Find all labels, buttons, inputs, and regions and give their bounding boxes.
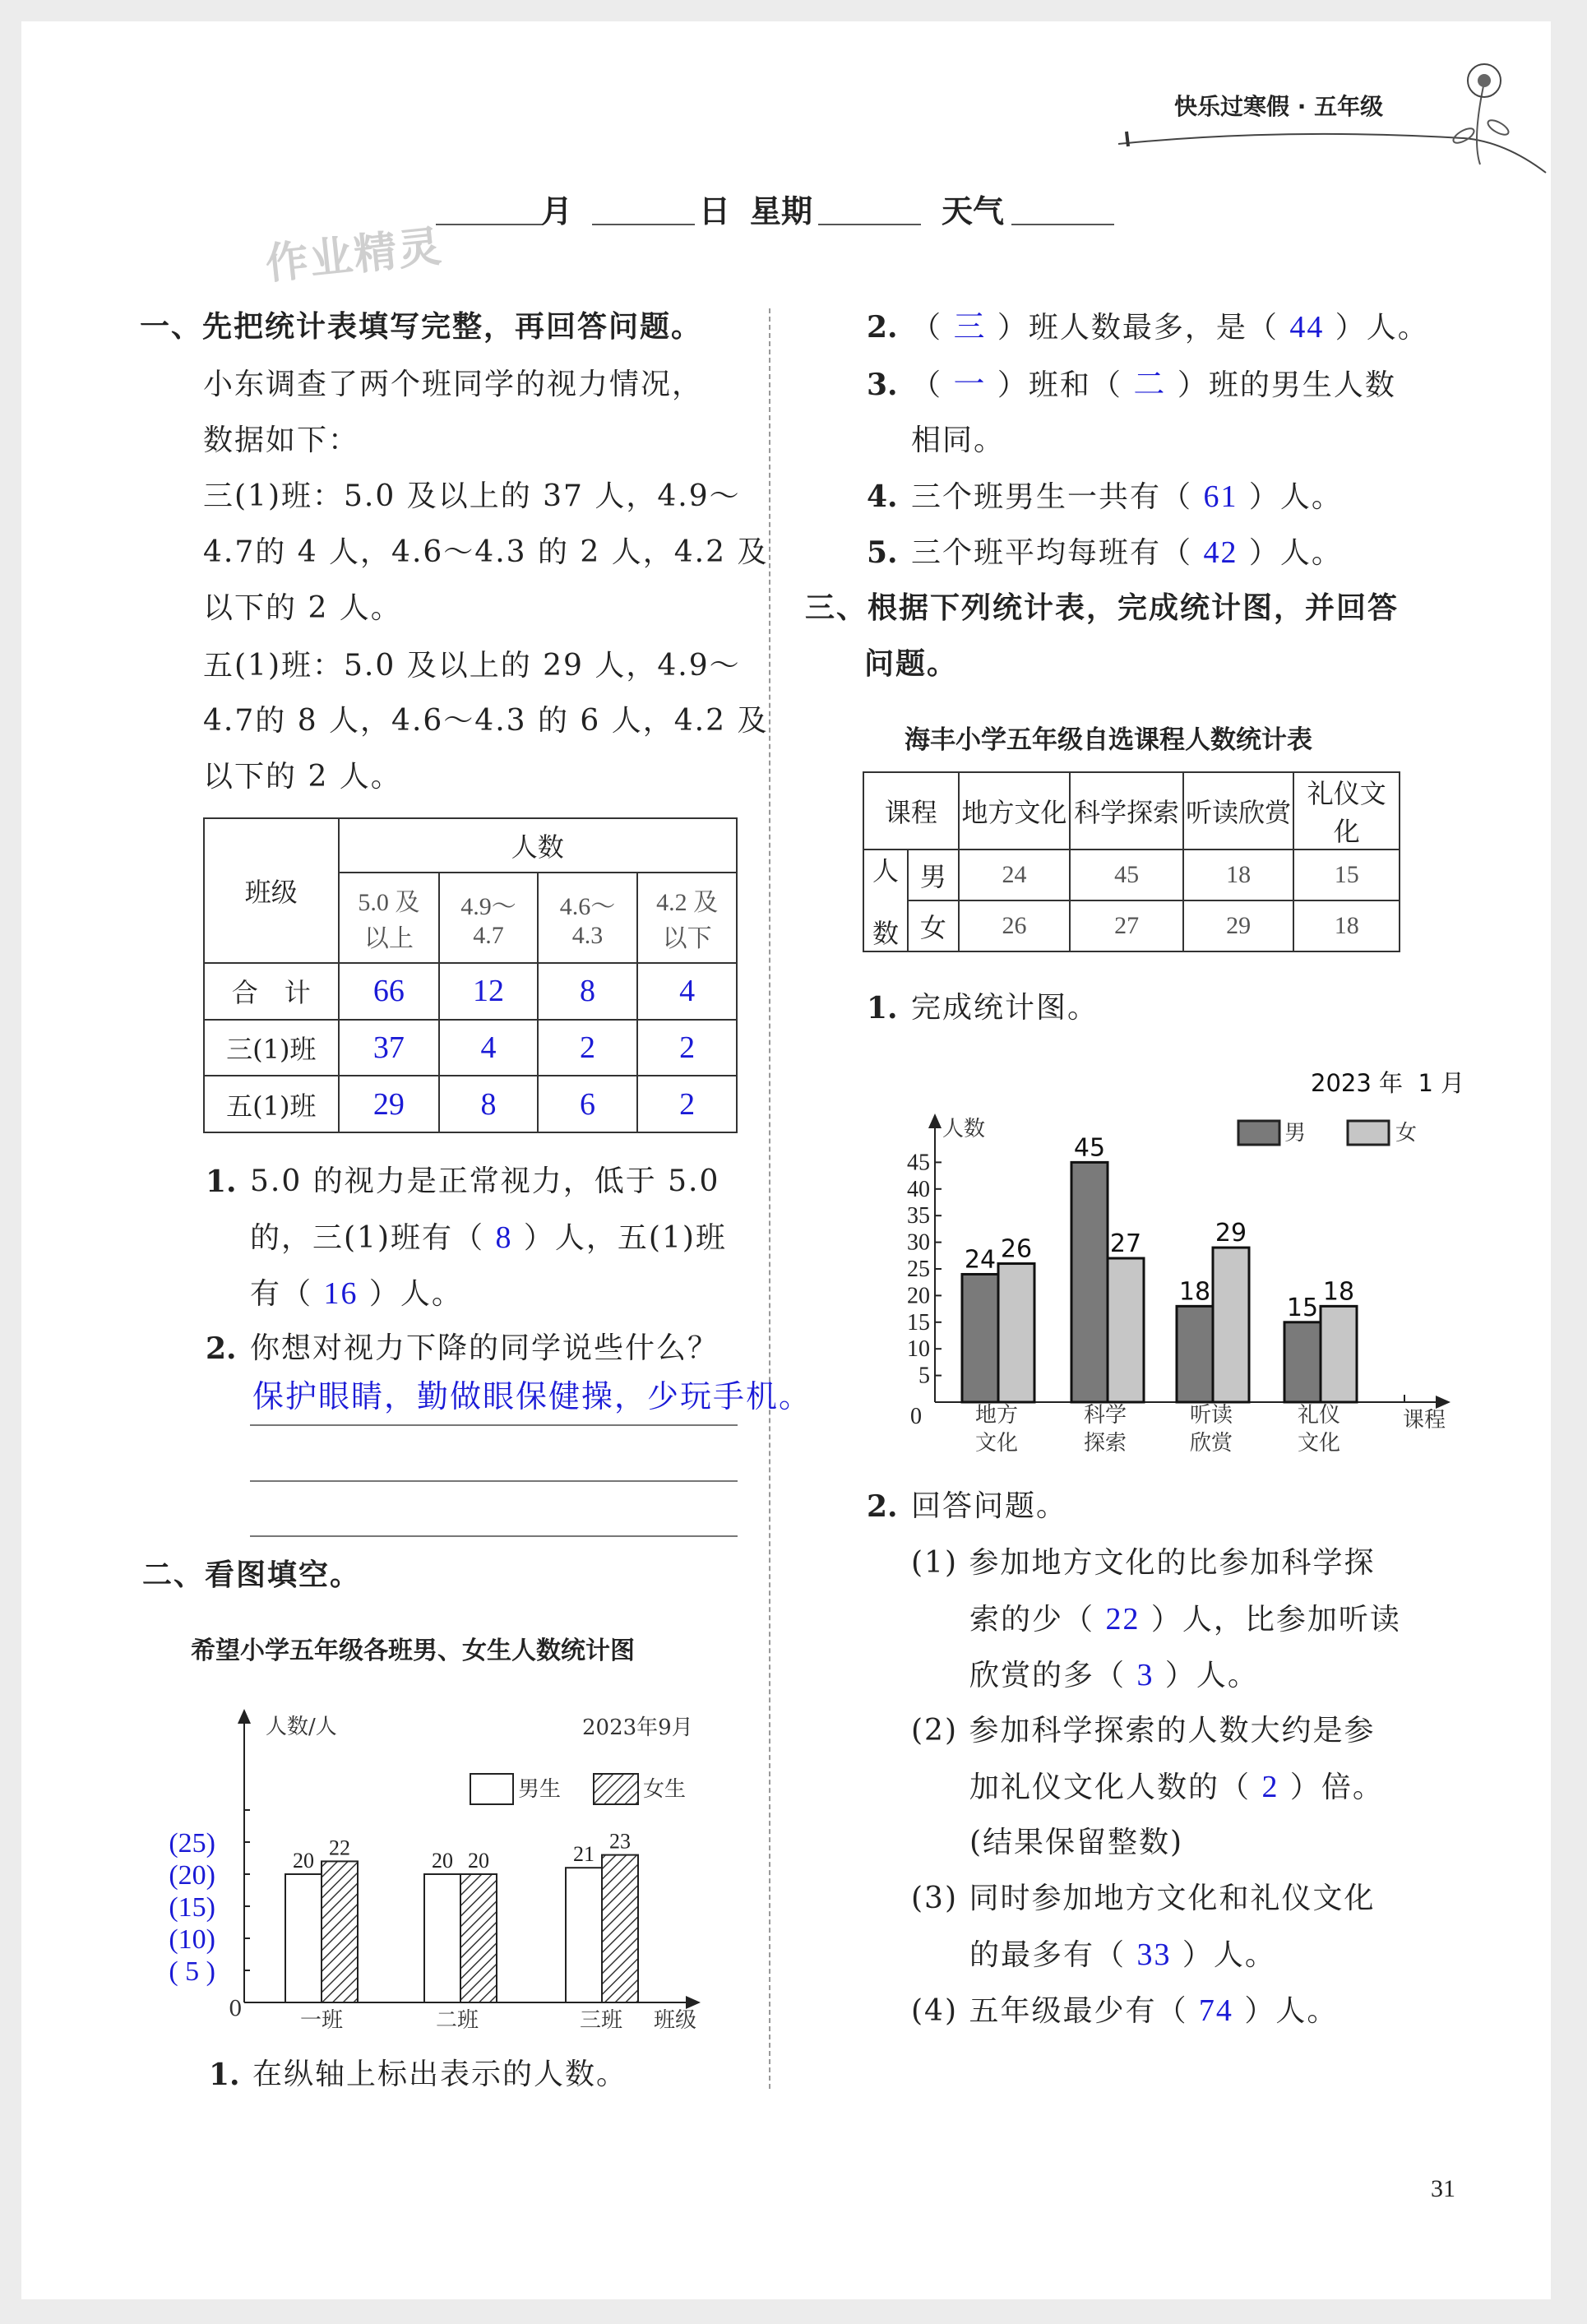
course-name: 地方文化	[959, 772, 1071, 850]
text-segment: 三(1)班：5.0 及以上的 37 人，4.9～	[203, 479, 741, 513]
text-segment: 五(1)班：5.0 及以上的 29 人，4.9～	[203, 649, 741, 683]
table-cell: 18	[1183, 850, 1294, 900]
text-segment: 三个班男生一共有（	[911, 480, 1204, 514]
data-label: 29	[1215, 1219, 1247, 1248]
legend-swatch-girls	[594, 1774, 638, 1804]
question-number: 2.	[867, 1489, 898, 1524]
text-segment: 相同。	[911, 424, 1006, 457]
answer-cell[interactable]: 12	[439, 963, 538, 1020]
answer-cell[interactable]: 4	[637, 963, 737, 1020]
data-label: 20	[432, 1849, 453, 1873]
y-tick-label: 0	[910, 1404, 922, 1429]
text-segment: 你想对视力下降的同学说些什么？	[250, 1331, 719, 1365]
y-axis-label: 人数/人	[266, 1715, 337, 1739]
answer-value[interactable]: 保护眼睛，勤做眼保健操，少玩手机。	[252, 1380, 812, 1414]
bar-girls	[602, 1855, 638, 2002]
count-header-char: 人	[872, 855, 899, 887]
count-header-char: 数	[872, 918, 899, 949]
text-segment: ）人。	[1233, 1994, 1339, 2028]
table-cell: 29	[1183, 900, 1294, 951]
y-tick-label: 40	[907, 1176, 930, 1202]
question-number: 4.	[867, 479, 898, 514]
question-number: 1.	[867, 991, 898, 1025]
text-segment: 以下的 2 人。	[203, 591, 402, 625]
course-enrollment-chart	[907, 1115, 1449, 1429]
range-line: 以下	[662, 925, 712, 952]
data-label: 45	[1073, 1133, 1106, 1163]
data-label: 21	[573, 1842, 595, 1867]
text-segment: ）班人数最多，是（	[986, 311, 1290, 345]
y-tick-label: 45	[907, 1150, 930, 1176]
answer-value[interactable]: 2	[1261, 1770, 1279, 1804]
text-segment: (3) 同时参加地方文化和礼仪文化	[911, 1882, 1376, 1915]
answer-value[interactable]: 44	[1289, 310, 1325, 345]
x-axis-label: 课程	[1403, 1408, 1446, 1433]
text-segment: (1) 参加地方文化的比参加科学探	[911, 1546, 1376, 1580]
course-table-title: 海丰小学五年级自选课程人数统计表	[905, 725, 1312, 755]
text-segment: 以下的 2 人。	[203, 760, 402, 794]
text-segment: 小东调查了两个班同学的视力情况，	[203, 368, 704, 401]
legend-label-girls: 女生	[643, 1777, 687, 1802]
legend-label-boys: 男生	[518, 1777, 562, 1802]
x-tick-label: 地方 文化	[975, 1403, 1019, 1456]
answer-cell[interactable]: 66	[339, 963, 440, 1020]
x-tick-label: 礼仪 文化	[1298, 1403, 1341, 1456]
text-segment: ）人。	[1238, 480, 1343, 514]
class-gender-chart	[169, 1711, 699, 2002]
text-segment: ）人。	[1154, 1659, 1259, 1692]
text-segment: ）班和（	[986, 368, 1134, 402]
row-label: 合 计	[204, 963, 339, 1020]
data-label: 18	[1178, 1277, 1211, 1307]
data-label: 18	[1322, 1277, 1355, 1307]
y-tick-label: 10	[907, 1336, 930, 1363]
table-cell: 15	[1293, 850, 1400, 900]
data-label: 15	[1286, 1293, 1319, 1322]
row-label: 五(1)班	[204, 1076, 339, 1132]
x-tick-label: 听读 欣赏	[1190, 1403, 1233, 1456]
y-tick-label: 5	[918, 1363, 930, 1389]
text-segment: 三个班平均每班有（	[911, 536, 1204, 570]
series-title: 快乐过寒假 · 五年级	[1174, 93, 1384, 120]
text-segment: ）班的男生人数	[1166, 368, 1396, 402]
text-segment: 有（	[250, 1277, 324, 1311]
legend-label-boys: 男	[1284, 1121, 1307, 1146]
origin-label: 0	[229, 1997, 243, 2021]
text-segment: 的最多有（	[969, 1938, 1137, 1972]
answer-cell[interactable]: 4	[439, 1020, 538, 1076]
course-name: 科学探索	[1070, 772, 1183, 850]
answer-cell[interactable]: 6	[538, 1076, 638, 1132]
row-label: 三(1)班	[204, 1020, 339, 1076]
bar-boys	[1284, 1322, 1321, 1402]
range-line: 4.6～	[559, 893, 616, 920]
text-segment: (4) 五年级最少有（	[911, 1994, 1199, 2028]
bar-girls	[1321, 1306, 1357, 1402]
bar-girls	[1213, 1248, 1249, 1402]
count-header: 人数	[339, 818, 737, 873]
legend-label-girls: 女	[1395, 1121, 1418, 1146]
text-segment: 完成统计图。	[911, 991, 1099, 1025]
answer-value[interactable]: 16	[323, 1276, 359, 1311]
answer-value[interactable]: 33	[1136, 1937, 1172, 1972]
month-label: 月	[541, 193, 573, 229]
answer-value[interactable]: 二	[1133, 368, 1167, 402]
question-number: 2.	[867, 310, 898, 345]
text-segment: （	[911, 311, 954, 345]
table-cell: 26	[959, 900, 1071, 951]
x-tick-label: 三班	[580, 2008, 623, 2033]
y-tick-label: 30	[907, 1229, 930, 1256]
watermark: 作业精灵	[263, 221, 446, 290]
data-label: 27	[1109, 1229, 1142, 1259]
answer-value[interactable]: 三	[953, 310, 987, 345]
bar-girls	[460, 1874, 497, 2002]
legend-swatch-girls	[1348, 1121, 1389, 1145]
text-segment: 问题。	[864, 647, 959, 681]
text-segment: 一、先把统计表填写完整，再回答问题。	[140, 310, 703, 344]
text-segment: 二、看图填空。	[142, 1558, 362, 1592]
answer-cell[interactable]: 2	[637, 1076, 737, 1132]
text-segment: ）人。	[358, 1277, 463, 1311]
text-segment: ）人。	[1171, 1938, 1276, 1972]
answer-cell[interactable]: 8	[538, 963, 638, 1020]
page-number: 31	[1431, 2175, 1455, 2202]
chart-date: 2023年9月	[582, 1715, 693, 1740]
text-segment: ）人，比参加听读	[1140, 1603, 1401, 1637]
bar-boys	[285, 1874, 322, 2002]
range-line: 4.3	[571, 922, 604, 949]
question-number: 2.	[206, 1331, 237, 1366]
x-tick-label: 一班	[300, 2008, 344, 2033]
x-axis-label: 班级	[654, 2008, 697, 2033]
bar-girls	[1108, 1258, 1144, 1402]
text-segment: 索的少（	[969, 1603, 1106, 1637]
answer-value[interactable]: 一	[953, 368, 987, 402]
text-segment: ）倍。	[1279, 1771, 1384, 1804]
bar-boys	[1071, 1162, 1108, 1402]
y-tick-label: 25	[907, 1257, 930, 1282]
answer-cell[interactable]: 2	[538, 1020, 638, 1076]
y-tick-label: 35	[907, 1203, 930, 1229]
text-segment: ）人。	[1324, 311, 1429, 345]
answer-value[interactable]: 42	[1203, 535, 1238, 570]
bar-boys	[1177, 1306, 1213, 1402]
range-line: 4.7	[473, 922, 504, 949]
answer-value[interactable]: 8	[495, 1220, 513, 1255]
text-segment: 5.0 的视力是正常视力，低于 5.0	[250, 1164, 720, 1198]
data-label: 23	[609, 1829, 631, 1854]
data-label: 22	[329, 1836, 350, 1860]
question-number: 3.	[867, 368, 898, 402]
range-line: 5.0 及	[358, 889, 420, 916]
y-tick-label: 20	[907, 1283, 930, 1309]
data-label: 20	[468, 1849, 489, 1873]
text-segment: 回答问题。	[911, 1489, 1068, 1523]
x-tick-label: 科学 探索	[1084, 1403, 1127, 1456]
x-tick-label: 二班	[436, 2008, 479, 2033]
day-label: 日	[699, 193, 731, 229]
answer-value[interactable]: 22	[1105, 1602, 1141, 1637]
data-label: 24	[964, 1245, 997, 1275]
text-segment: （	[911, 368, 954, 402]
text-segment: (2) 参加科学探索的人数大约是参	[911, 1714, 1376, 1748]
answer-value[interactable]: 61	[1203, 479, 1238, 514]
chart-date: 2023 年 1 月	[1311, 1069, 1465, 1097]
legend-swatch-boys	[1238, 1121, 1279, 1145]
text-segment: ）人，五(1)班	[512, 1221, 727, 1255]
y-tick-label: 15	[907, 1309, 930, 1336]
range-line: 4.9～	[460, 893, 516, 920]
course-header: 课程	[863, 772, 959, 850]
y-tick-answer: ( 5 )	[169, 1956, 215, 1987]
class-header: 班级	[204, 818, 339, 963]
table-cell: 24	[959, 850, 1071, 900]
bar-girls	[322, 1861, 358, 2002]
weekday-label: 星期	[750, 193, 813, 229]
question-number: 1.	[209, 2058, 240, 2092]
class-chart-title: 希望小学五年级各班男、女生人数统计图	[191, 1637, 635, 1665]
text-segment: 欣赏的多（	[969, 1659, 1137, 1692]
course-name: 礼仪文化	[1293, 772, 1400, 850]
answer-cell[interactable]: 37	[339, 1020, 440, 1076]
table-cell: 18	[1293, 900, 1400, 951]
answer-cell[interactable]: 2	[637, 1020, 737, 1076]
bar-boys	[566, 1868, 602, 2002]
bar-boys	[424, 1874, 460, 2002]
weather-label: 天气	[942, 193, 1005, 229]
text-segment: 加礼仪文化人数的（	[969, 1771, 1262, 1804]
y-tick-answer: (20)	[169, 1860, 215, 1891]
row-label: 男	[908, 850, 959, 900]
bar-boys	[962, 1274, 998, 1402]
range-line: 以上	[363, 925, 414, 952]
text-segment: ）人。	[1238, 536, 1343, 570]
text-segment: 三、根据下列统计表，完成统计图，并回答	[805, 591, 1400, 625]
bar-girls	[998, 1264, 1034, 1402]
text-segment: 的，三(1)班有（	[250, 1221, 496, 1255]
question-number: 5.	[867, 535, 898, 570]
data-label: 20	[293, 1849, 314, 1873]
text-segment: 数据如下：	[203, 424, 360, 457]
answer-cell[interactable]: 8	[439, 1076, 538, 1132]
y-tick-answer: (25)	[169, 1828, 215, 1859]
y-tick-answer: (15)	[169, 1892, 215, 1923]
data-label: 26	[1000, 1234, 1033, 1264]
course-name: 听读欣赏	[1183, 772, 1294, 850]
text-segment: (结果保留整数)	[969, 1826, 1184, 1859]
table-cell: 45	[1070, 850, 1183, 900]
text-segment: 在纵轴上标出表示的人数。	[252, 2058, 628, 2091]
text-segment: 4.7的 8 人，4.6～4.3 的 6 人，4.2 及	[203, 704, 769, 738]
answer-value[interactable]: 3	[1136, 1658, 1154, 1692]
y-tick-answer: (10)	[169, 1924, 215, 1955]
y-axis-label: 人数	[942, 1117, 986, 1141]
answer-cell[interactable]: 29	[339, 1076, 440, 1132]
answer-value[interactable]: 74	[1198, 1993, 1233, 2028]
table-cell: 27	[1070, 900, 1183, 951]
range-line: 4.2 及	[656, 889, 719, 916]
legend-swatch-boys	[470, 1774, 513, 1804]
row-label: 女	[908, 900, 959, 951]
text-segment: 4.7的 4 人，4.6～4.3 的 2 人，4.2 及	[203, 535, 769, 569]
question-number: 1.	[206, 1164, 237, 1199]
